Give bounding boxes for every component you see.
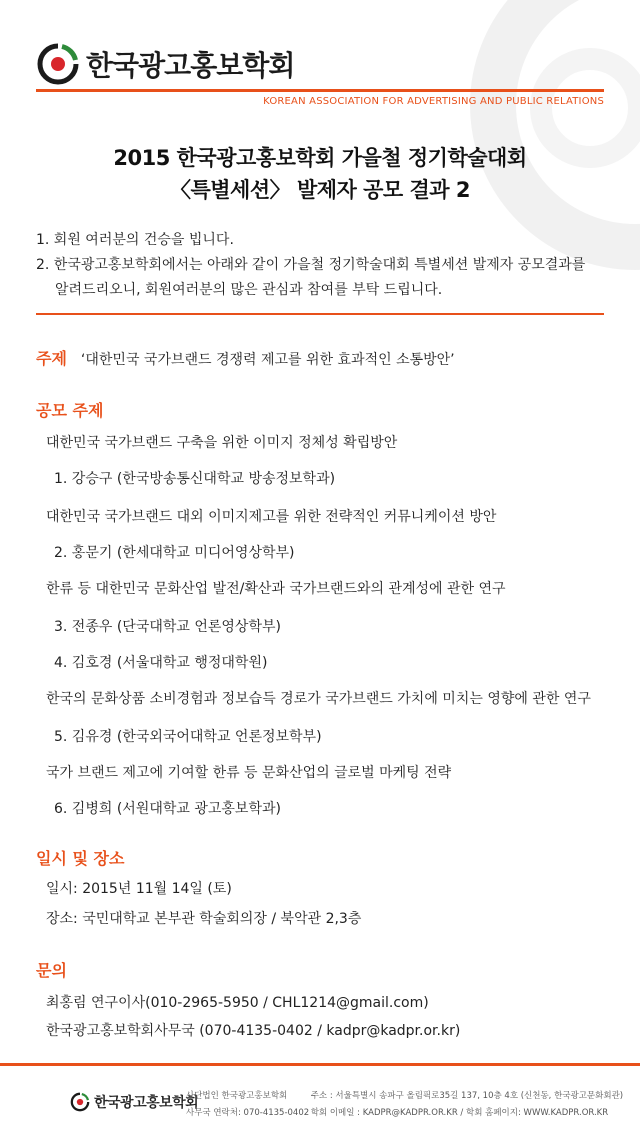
schedule-place: 장소: 국민대학교 본부관 학술회의장 / 북악관 2,3층 <box>46 911 362 927</box>
list-item: 3. 전종우 (단국대학교 언론영상학부) <box>54 619 281 635</box>
header-divider <box>36 89 604 92</box>
intro-line-3: 알려드리오니, 회원여러분의 많은 관심과 참여를 부탁 드립니다. <box>55 282 443 298</box>
footer-org-name: 한국광고홍보학회 <box>94 1095 199 1111</box>
list-item: 6. 김병희 (서원대학교 광고홍보학과) <box>54 801 281 817</box>
schedule-heading: 일시 및 장소 <box>36 849 125 868</box>
list-item: 1. 강승구 (한국방송통신대학교 방송정보학과) <box>54 471 336 487</box>
logo-icon <box>70 1092 90 1112</box>
logo-icon <box>36 42 80 86</box>
intro-text <box>36 228 610 303</box>
footer-address: 주소 : 서울특별시 송파구 올림픽로35길 137, 10층 4호 (신천동, 한국광고문화회관) <box>310 1091 624 1101</box>
footer-logo <box>70 1092 198 1112</box>
theme-text: ‘대한민국 국가브랜드 경쟁력 제고를 위한 효과적인 소통방안’ <box>80 352 455 368</box>
header-logo <box>36 42 294 86</box>
intro-line-1: 1. 회원 여러분의 건승을 빕니다. <box>36 232 234 248</box>
contact-line-2: 한국광고홍보학회사무국 (070-4135-0402 / kadpr@kadpr.or.kr) <box>46 1023 461 1039</box>
footer-corp: 사단법인 한국광고홍보학회 <box>186 1091 288 1101</box>
org-name: 한국광고홍보학회 <box>86 49 295 82</box>
contact-heading: 문의 <box>36 961 67 980</box>
footer <box>0 1066 640 1140</box>
footer-info <box>186 1088 623 1122</box>
footer-phone: 사무국 연락처: 070-4135-0402 <box>186 1108 310 1118</box>
theme-label: 주제 <box>36 349 67 368</box>
intro-line-2: 2. 한국광고홍보학회에서는 아래와 같이 가을철 정기학술대회 특별세션 발제자 공모결과를 <box>36 257 586 273</box>
list-item: 한류 등 대한민국 문화산업 발전/확산과 국가브랜드와의 관계성에 관한 연구 <box>46 581 506 597</box>
title-line-2: 〈특별세션〉 발제자 공모 결과 2 <box>169 178 470 202</box>
call-heading: 공모 주제 <box>36 401 104 420</box>
list-item: 한국의 문화상품 소비경험과 정보습득 경로가 국가브랜드 가치에 미치는 영향에 관한 연구 <box>46 691 591 707</box>
contact-line-1: 최홍림 연구이사(010-2965-5950 / CHL1214@gmail.com) <box>46 995 429 1011</box>
theme-row <box>36 346 455 369</box>
page-title <box>0 142 640 206</box>
list-item: 4. 김호경 (서울대학교 행정대학원) <box>54 655 268 671</box>
footer-email[interactable]: 학회 이메일 : KADPR@KADPR.OR.KR / 학회 홈페이지: WWW.KADPR.OR.KR <box>310 1108 609 1118</box>
schedule-date: 일시: 2015년 11월 14일 (토) <box>46 881 232 897</box>
org-english-name: KOREAN ASSOCIATION FOR ADVERTISING AND PUBLIC RELATIONS <box>263 96 604 107</box>
list-item: 5. 김유경 (한국외국어대학교 언론정보학부) <box>54 729 322 745</box>
list-item: 대한민국 국가브랜드 대외 이미지제고를 위한 전략적인 커뮤니케이션 방안 <box>46 509 497 525</box>
section-divider <box>36 313 604 315</box>
list-item: 국가 브랜드 제고에 기여할 한류 등 문화산업의 글로벌 마케팅 전략 <box>46 765 452 781</box>
list-item: 대한민국 국가브랜드 구축을 위한 이미지 정체성 확립방안 <box>46 435 398 451</box>
list-item: 2. 홍문기 (한세대학교 미디어영상학부) <box>54 545 295 561</box>
title-line-1: 2015 한국광고홍보학회 가을철 정기학술대회 <box>113 146 527 170</box>
